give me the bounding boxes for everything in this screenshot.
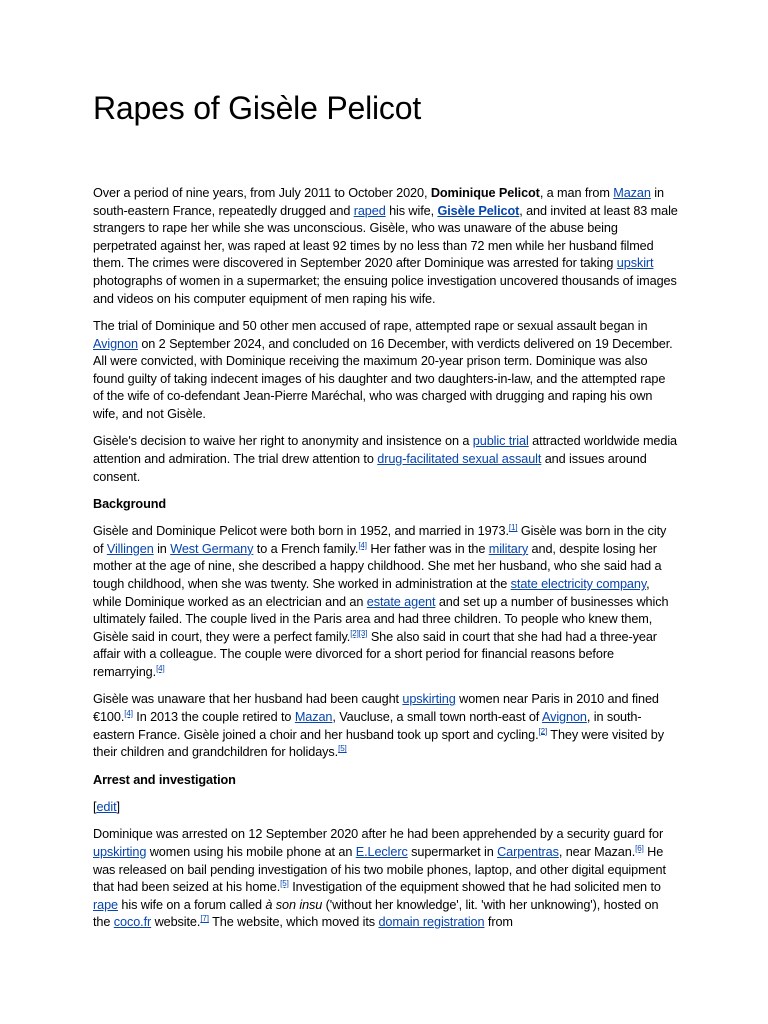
link-villingen[interactable]: Villingen	[106, 541, 154, 556]
lead-paragraph-2: The trial of Dominique and 50 other men accused of rape, attempted rape or sexual assault began in Avignon on 2 September 2024, and concluded on 16 December, with verdicts delivered on 19 December. All were convicted, with Dominique receiving the maximum 20-year prison term. Dominique was also found guilty of taking indecent images of his daughter and two daughters-in-law, and the attempted rape of the wife of co-defendant Jean-Pierre Maréchal, who was charged with drugging and raping his own wife, and not Gisèle.	[93, 318, 673, 421]
page-title: Rapes of Gisèle Pelicot	[93, 90, 422, 126]
link-mazan[interactable]: Mazan	[613, 186, 651, 200]
link-coco-fr[interactable]: coco.fr	[113, 915, 152, 930]
link-upskirting[interactable]: upskirting	[93, 844, 147, 859]
link-carpentras[interactable]: Carpentras	[497, 844, 559, 859]
citation-4[interactable]: [4]	[358, 540, 367, 550]
article	[93, 0, 678, 942]
edit-section: [edit]	[93, 799, 120, 814]
citation-7[interactable]: [7]	[200, 914, 209, 924]
link-avignon[interactable]: Avignon	[541, 710, 587, 725]
link-domain-registration[interactable]: domain registration	[378, 915, 485, 930]
section-heading-arrest: Arrest and investigation	[93, 772, 236, 787]
background-paragraph-2: Gisèle was unaware that her husband had been caught upskirting women near Paris in 2010 and fined €100.[4] In 2013 the couple retired to Mazan, Vaucluse, a small town north-east of Avignon, in south-eastern France. Gisèle joined a choir and her husband took up sport and cycling.[2] They were visited by their children and grandchildren for holidays.[5]	[93, 692, 664, 760]
lead-paragraph-1: Over a period of nine years, from July 2011 to October 2020, Dominique Pelicot, a man from Mazan in south-eastern France, repeatedly drugged and raped his wife, Gisèle Pelicot, and invited at least 83 male strangers to rape her while she was unconscious. Gisèle, who was unaware of the abuse being perpetrated against her, was raped at least 92 times by no less than 72 men while her husband filmed them. The crimes were discovered in September 2020 after Dominique was arrested for taking upskirt photographs of women in a supermarket; the ensuing police investigation uncovered thousands of images and videos on his computer equipment of men raping his wife.	[93, 186, 678, 306]
link-rape[interactable]: rape	[93, 897, 118, 912]
background-paragraph-1: Gisèle and Dominique Pelicot were both born in 1952, and married in 1973.[1] Gisèle was born in the city of Villingen in West Germany to a French family.[4] Her father was in the military and, despite losing her mother at the age of nine, she described a happy childhood. She met her husband, who she said had a tough childhood, when she was twenty. She worked in administration at the state electricity company, while Dominique worked as an electrician and an estate agent and set up a number of businesses which ultimately failed. The couple lived in the Paris area and had three children. To people who knew them, Gisèle said in court, they were a perfect family.[2][3] She also said in court that she had had a three-year affair with a colleague. The couple were divorced for a short period for financial reasons before remarrying.[4]	[93, 523, 669, 680]
subject-name: Dominique Pelicot	[430, 186, 540, 200]
citation-2-3[interactable]: [2][3]	[350, 628, 368, 638]
citation-2[interactable]: [2]	[538, 726, 548, 736]
citation-1[interactable]: [1]	[508, 523, 518, 533]
link-west-germany[interactable]: West Germany	[170, 541, 254, 556]
citation-4[interactable]: [4]	[156, 663, 165, 673]
citation-6[interactable]: [6]	[635, 843, 644, 853]
citation-4[interactable]: [4]	[124, 708, 133, 718]
forum-name: à son insu	[265, 897, 323, 912]
section-heading-background: Background	[93, 496, 167, 511]
citation-5[interactable]: [5]	[280, 878, 289, 888]
link-public-trial[interactable]: public trial	[472, 434, 529, 449]
link-drug-facilitated-sexual-assault[interactable]: drug-facilitated sexual assault	[377, 451, 542, 466]
link-upskirt[interactable]: upskirt	[616, 256, 654, 271]
link-gisele-pelicot[interactable]: Gisèle Pelicot	[437, 203, 520, 218]
link-mazan[interactable]: Mazan	[294, 710, 333, 725]
link-military[interactable]: military	[488, 541, 529, 556]
link-estate-agent[interactable]: estate agent	[366, 594, 436, 609]
lead-paragraph-3: Gisèle's decision to waive her right to anonymity and insistence on a public trial attracted worldwide media attention and admiration. The trial drew attention to drug-facilitated sexual assault and issues around consent.	[93, 434, 678, 484]
link-upskirting[interactable]: upskirting	[402, 692, 456, 707]
link-avignon[interactable]: Avignon	[93, 336, 138, 351]
arrest-paragraph-1: Dominique was arrested on 12 September 2020 after he had been apprehended by a security guard for upskirting women using his mobile phone at an E.Leclerc supermarket in Carpentras, near Mazan.[6] He was released on bail pending investigation of his two mobile phones, laptop, and other digital equipment that had been seized at his home.[5] Investigation of the equipment showed that he had solicited men to rape his wife on a forum called à son insu ('without her knowledge', lit. 'with her unknowing'), hosted on the coco.fr website.[7] The website, which moved its domain registration from	[93, 827, 666, 930]
edit-link[interactable]: edit	[96, 799, 117, 814]
link-e-leclerc[interactable]: E.Leclerc	[355, 844, 408, 859]
citation-5[interactable]: [5]	[338, 743, 347, 753]
link-raped[interactable]: raped	[353, 203, 386, 218]
link-state-electricity-company[interactable]: state electricity company	[510, 577, 647, 592]
